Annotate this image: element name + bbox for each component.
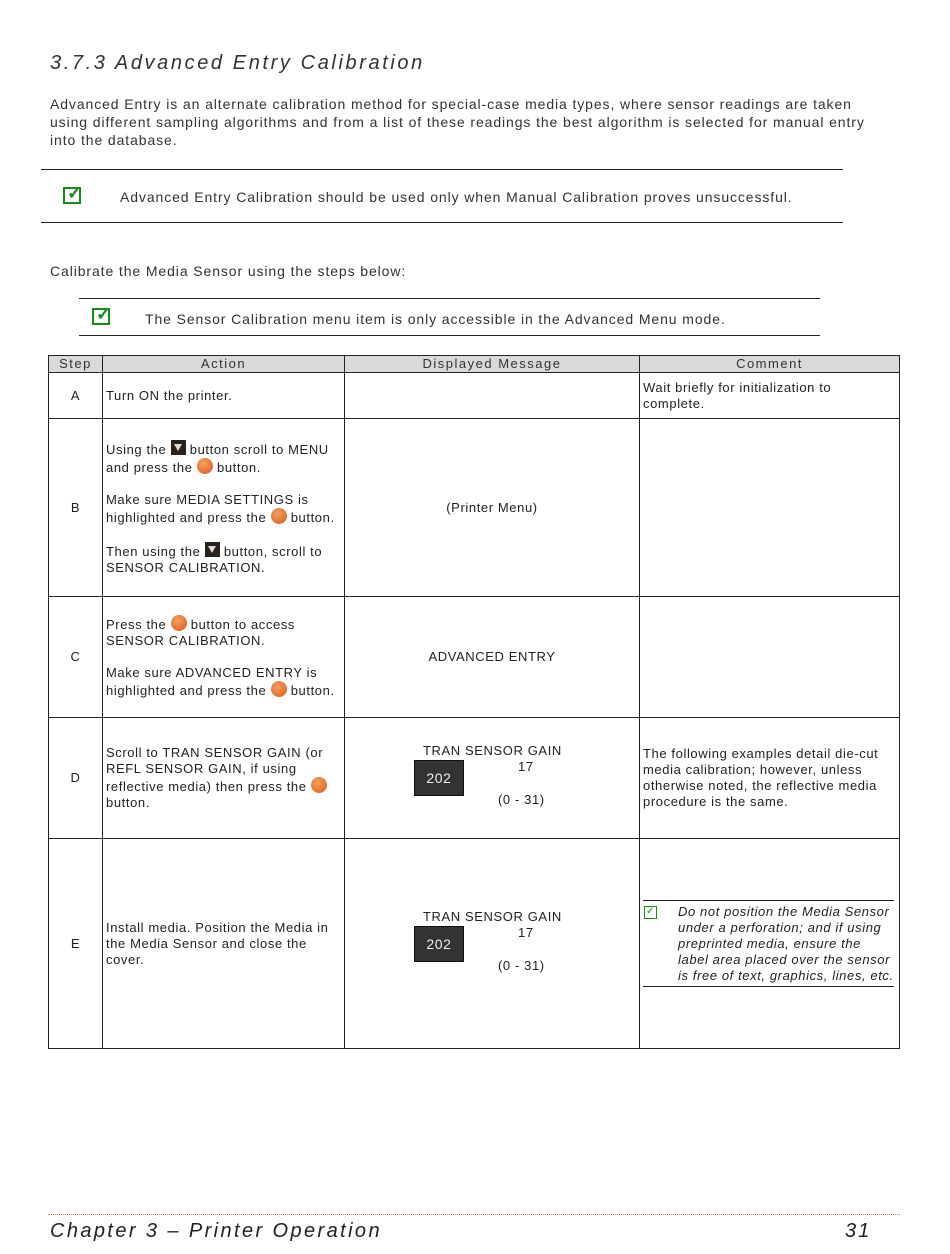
checkbox-icon: ✓ xyxy=(92,308,110,325)
table-row xyxy=(49,373,900,419)
table-row xyxy=(49,419,900,597)
checkbox-icon: ✓ xyxy=(644,906,657,919)
step-label: D xyxy=(49,718,103,839)
step-label: A xyxy=(49,373,103,419)
calibration-steps-table xyxy=(48,355,900,1049)
text: button, scroll to SENSOR CALIBRATION. xyxy=(106,543,323,575)
checkbox-icon: ✓ xyxy=(63,187,81,204)
footer-divider xyxy=(48,1214,900,1215)
table-header-row xyxy=(49,356,900,373)
section-heading: 3.7.3 Advanced Entry Calibration xyxy=(50,52,425,74)
enter-button-icon xyxy=(197,458,213,474)
step-label: B xyxy=(49,419,103,597)
display-title: TRAN SENSOR GAIN xyxy=(423,908,562,924)
intro-paragraph: Advanced Entry is an alternate calibration method for special-case media types, where sensor readings are taken using different sampling algorithms and from a list of these readings the best algorithm is selected for manual entry into the database. xyxy=(50,96,865,148)
display-range: (0 - 31) xyxy=(498,792,545,807)
message-cell xyxy=(345,373,640,419)
message-cell xyxy=(345,718,640,839)
note-box xyxy=(41,169,843,223)
text: button. xyxy=(106,795,150,810)
enter-button-icon xyxy=(171,615,187,631)
step-label: E xyxy=(49,839,103,1049)
header-step: Step xyxy=(49,356,103,373)
comment-cell xyxy=(640,419,900,597)
text: button. xyxy=(290,509,335,525)
note-box xyxy=(79,298,820,336)
table-row xyxy=(49,718,900,839)
text: Scroll to TRAN SENSOR GAIN (or REFL SENSOR GAIN, if using reflective media) then press the xyxy=(106,745,324,794)
message-cell: ADVANCED ENTRY xyxy=(345,597,640,718)
enter-button-icon xyxy=(271,681,287,697)
table-row xyxy=(49,839,900,1049)
text: Make sure ADVANCED ENTRY is highlighted and press the xyxy=(106,665,318,698)
text: button to access SENSOR CALIBRATION. xyxy=(106,617,296,648)
enter-button-icon xyxy=(311,777,327,793)
comment-cell xyxy=(640,839,900,1049)
note-text: Do not position the Media Sensor under a perforation; and if using preprinted media, ensure the label area placed over the sensor is free of text, graphics, lines, etc. xyxy=(678,904,894,983)
lcd-display: 202 xyxy=(414,760,464,796)
page-number: 31 xyxy=(845,1220,872,1242)
comment-cell: Wait briefly for initialization to complete. xyxy=(640,373,900,419)
display-value: 17 xyxy=(518,924,534,940)
text: button. xyxy=(290,683,335,698)
action-cell: Install media. Position the Media in the Media Sensor and close the cover. xyxy=(103,839,345,1049)
comment-cell xyxy=(640,597,900,718)
calibrate-intro: Calibrate the Media Sensor using the steps below: xyxy=(50,263,407,279)
display-value: 17 xyxy=(518,759,534,774)
lcd-display: 202 xyxy=(414,926,464,962)
text: Make sure MEDIA SETTINGS is highlighted and press the xyxy=(106,491,309,525)
text: Using the xyxy=(106,441,167,457)
action-cell xyxy=(103,419,345,597)
header-comment: Comment xyxy=(640,356,900,373)
enter-button-icon xyxy=(271,508,287,524)
text: button. xyxy=(217,459,261,475)
text: button scroll to MENU and press the xyxy=(106,441,329,475)
step-label: C xyxy=(49,597,103,718)
footer-chapter: Chapter 3 – Printer Operation xyxy=(50,1220,382,1242)
table-row xyxy=(49,597,900,718)
down-arrow-button-icon xyxy=(205,542,220,557)
message-cell: (Printer Menu) xyxy=(345,419,640,597)
message-cell xyxy=(345,839,640,1049)
action-cell: Turn ON the printer. xyxy=(103,373,345,419)
display-title: TRAN SENSOR GAIN xyxy=(423,743,562,758)
action-cell xyxy=(103,718,345,839)
note-text: Advanced Entry Calibration should be used only when Manual Calibration proves unsuccessful. xyxy=(120,189,793,205)
note-text: The Sensor Calibration menu item is only accessible in the Advanced Menu mode. xyxy=(145,311,726,327)
header-message: Displayed Message xyxy=(345,356,640,373)
action-cell xyxy=(103,597,345,718)
comment-cell: The following examples detail die-cut media calibration; however, unless otherwise noted, the reflective media procedure is the same. xyxy=(640,718,900,839)
display-range: (0 - 31) xyxy=(498,957,545,973)
text: Press the xyxy=(106,617,167,632)
header-action: Action xyxy=(103,356,345,373)
down-arrow-button-icon xyxy=(171,440,186,455)
text: Then using the xyxy=(106,543,201,559)
